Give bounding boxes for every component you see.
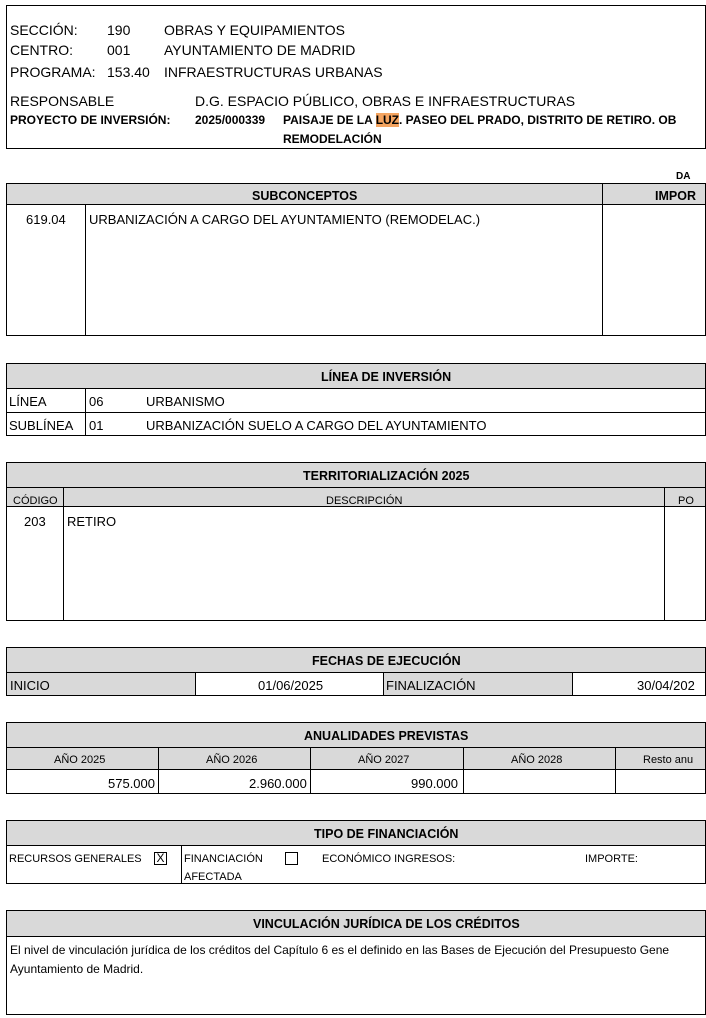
- proyecto-title-highlight: LUZ: [375, 113, 400, 127]
- vinculacion-text-line1: El nivel de vinculación jurídica de los créditos del Capítulo 6 es el definido en las Bases de Ejecución del Presupuesto Gene: [10, 943, 670, 957]
- subconcepto-desc: URBANIZACIÓN A CARGO DEL AYUNTAMIENTO (REMODELAC.): [89, 212, 481, 227]
- centro-code: 001: [107, 42, 131, 58]
- col-codigo: CÓDIGO: [13, 495, 58, 507]
- programa-label: PROGRAMA:: [10, 64, 96, 80]
- seccion-name: OBRAS Y EQUIPAMIENTOS: [164, 22, 346, 38]
- seccion-code: 190: [107, 22, 131, 38]
- afectada-label-2: AFECTADA: [184, 871, 242, 883]
- proyecto-label: PROYECTO DE INVERSIÓN:: [10, 113, 171, 127]
- year-2026: AÑO 2026: [206, 754, 258, 766]
- year-2025: AÑO 2025: [54, 754, 106, 766]
- centro-label: CENTRO:: [10, 42, 73, 58]
- seccion-label: SECCIÓN:: [10, 22, 78, 38]
- afectada-checkbox[interactable]: [285, 852, 298, 865]
- vinculacion-text-line2: Ayuntamiento de Madrid.: [10, 962, 144, 976]
- anualidades-header: ANUALIDADES PREVISTAS: [304, 729, 469, 743]
- proyecto-title-line2: REMODELACIÓN: [283, 132, 382, 146]
- subconceptos-col-divider-2: [602, 204, 603, 336]
- value-2027: 990.000: [411, 776, 458, 791]
- fechas-header: FECHAS DE EJECUCIÓN: [312, 654, 461, 668]
- territorializacion-header: TERRITORIALIZACIÓN 2025: [303, 469, 470, 483]
- proyecto-title: [283, 113, 676, 127]
- importe-label: IMPORTE:: [585, 853, 638, 865]
- col-descripcion: DESCRIPCIÓN: [326, 495, 403, 507]
- linea-col-divider: [85, 388, 86, 436]
- sublinea-name: URBANIZACIÓN SUELO A CARGO DEL AYUNTAMIENTO: [146, 418, 487, 433]
- inicio-label: INICIO: [10, 678, 50, 693]
- territorio-code: 203: [24, 514, 46, 529]
- recursos-label: RECURSOS GENERALES: [9, 853, 142, 865]
- value-cell-4: [463, 769, 616, 794]
- proyecto-title-part-a: PAISAJE DE LA: [283, 113, 376, 127]
- value-cell-5: [615, 769, 706, 794]
- proyecto-title-part-b: . PASEO DEL PRADO, DISTRITO DE RETIRO. OB: [399, 113, 677, 127]
- fin-label: FINALIZACIÓN: [386, 678, 476, 693]
- value-2025: 575.000: [108, 776, 155, 791]
- recursos-checkbox[interactable]: X: [154, 852, 167, 865]
- fin-value: 30/04/202: [637, 678, 695, 693]
- top-right-label: DA: [676, 171, 691, 182]
- subconceptos-col-divider-1: [85, 204, 86, 336]
- linea-code: 06: [89, 394, 104, 409]
- year-2028: AÑO 2028: [511, 754, 563, 766]
- linea-header: LÍNEA DE INVERSIÓN: [321, 370, 452, 384]
- linea-name: URBANISMO: [146, 394, 225, 409]
- responsable-label: RESPONSABLE: [10, 93, 115, 109]
- subconceptos-header: SUBCONCEPTOS: [252, 189, 358, 203]
- programa-name: INFRAESTRUCTURAS URBANAS: [164, 64, 383, 80]
- year-resto: Resto anu: [643, 754, 694, 766]
- sublinea-code: 01: [89, 418, 104, 433]
- value-2026: 2.960.000: [249, 776, 307, 791]
- centro-name: AYUNTAMIENTO DE MADRID: [164, 42, 356, 58]
- economico-label: ECONÓMICO INGRESOS:: [322, 853, 456, 865]
- col-po: PO: [678, 495, 694, 507]
- financiacion-divider: [181, 845, 182, 884]
- subconceptos-header-divider: [602, 183, 603, 205]
- programa-code: 153.40: [107, 64, 150, 80]
- inicio-value: 01/06/2025: [258, 678, 324, 693]
- financiacion-header: TIPO DE FINANCIACIÓN: [314, 827, 459, 841]
- afectada-label-1: FINANCIACIÓN: [184, 853, 263, 865]
- linea-row-divider: [6, 412, 706, 413]
- linea-label: LÍNEA: [9, 394, 47, 409]
- proyecto-code: 2025/000339: [195, 113, 266, 127]
- importe-header: IMPOR: [655, 189, 696, 203]
- vinculacion-header: VINCULACIÓN JURÍDICA DE LOS CRÉDITOS: [253, 917, 520, 931]
- responsable-value: D.G. ESPACIO PÚBLICO, OBRAS E INFRAESTRUCTURAS: [195, 93, 576, 109]
- sublinea-label: SUBLÍNEA: [9, 418, 74, 433]
- year-2027: AÑO 2027: [358, 754, 410, 766]
- subconcepto-code: 619.04: [26, 212, 66, 227]
- territorio-desc: RETIRO: [67, 514, 117, 529]
